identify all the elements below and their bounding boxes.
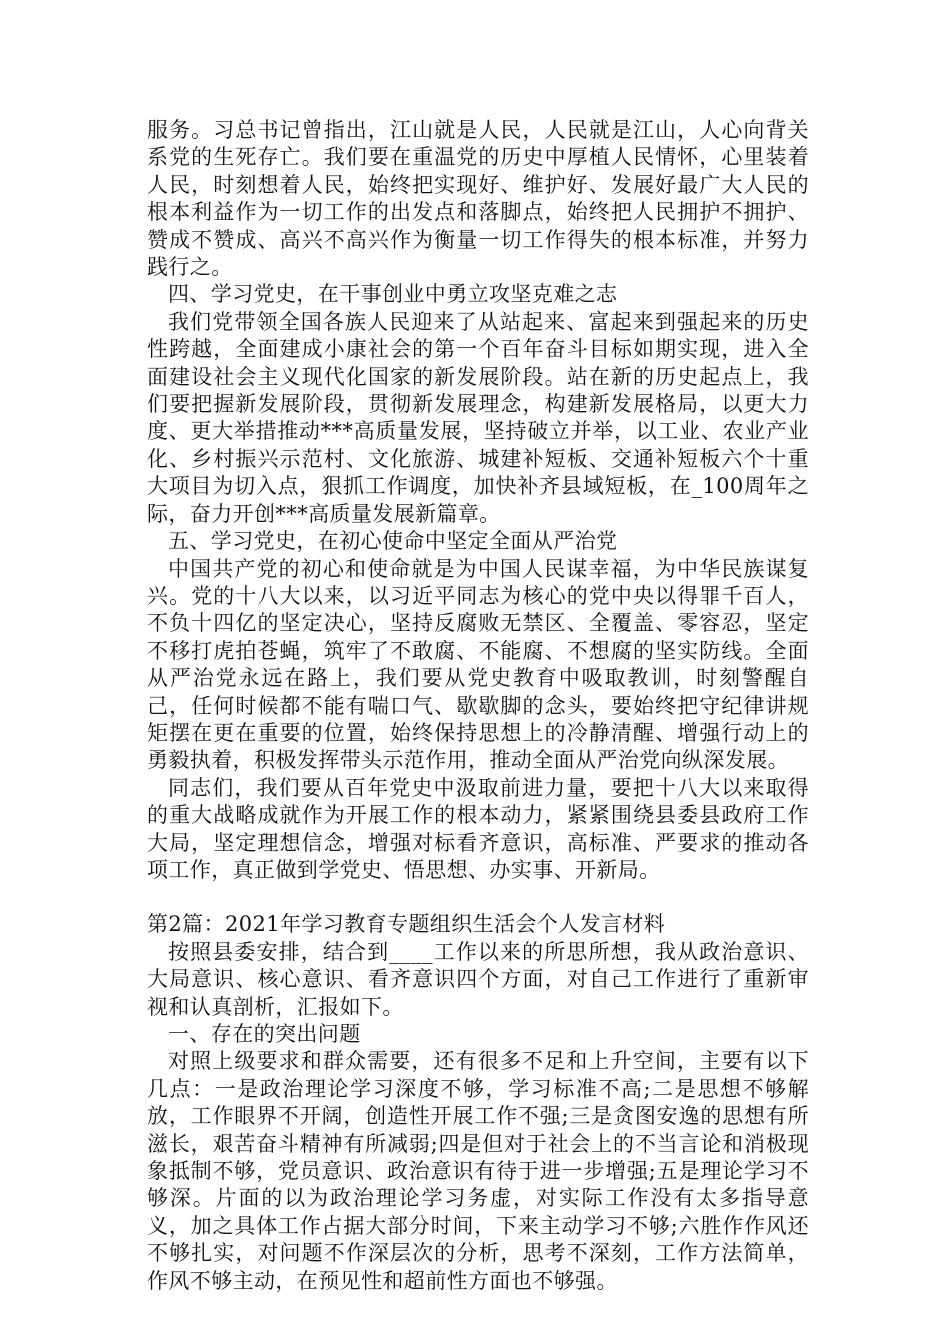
paragraph-intro: 按照县委安排，结合到____工作以来的所思所想，我从政治意识、大局意识、核心意识、看齐意识四个方面，对自己工作进行了重新审视和认真剖析，汇报如下。 — [147, 939, 809, 1019]
paragraph-issues: 对照上级要求和群众需要，还有很多不足和上升空间，主要有以下几点：一是政治理论学习深度不够，学习标准不高;二是思想不够解放，工作眼界不开阔，创造性开展工作不强;三是贪图安逸的思想有所滋长，艰苦奋斗精神有所减弱;四是但对于社会上的不当言论和消极现象抵制不够，党员意识、政治意识有待于进一步增强;五是理论学习不够深。片面的以为政治理论学习务虚，对实际工作没有太多指导意义，加之具体工作占据大部分时间，下来主动学习不够;六胜作作风还不够扎实，对问题不作深层次的分析，思考不深刻，工作方法简单，作风不够主动，在预见性和超前性方面也不够强。 — [147, 1049, 809, 1293]
section-heading-issues: 一、存在的突出问题 — [168, 1022, 361, 1046]
paragraph-section-5: 中国共产党的初心和使命就是为中国人民谋幸福，为中华民族谋复兴。党的十八大以来，以习近平同志为核心的党中央以得罪千百人，不负十四亿的坚定决心，坚持反腐败无禁区、全覆盖、零容忍，坚定不移打虎拍苍蝇，筑牢了不敢腐、不能腐、不想腐的坚实防线。全面从严治党永远在路上，我们要从党史教育中吸取教训，时刻警醒自己，任何时候都不能有喘口气、歇歇脚的念头，要始终把守纪律讲规矩摆在更在重要的位置，始终保持思想上的冷静清醒、增强行动上的勇毅执着，积极发挥带头示范作用，推动全面从严治党向纵深发展。 — [147, 556, 809, 773]
document-body — [147, 117, 809, 1295]
paragraph-continuation: 服务。习总书记曾指出，江山就是人民，人民就是江山，人心向背关系党的生死存亡。我们要在重温党的历史中厚植人民情怀，心里装着人民，时刻想着人民，始终把实现好、维护好、发展好最广大人民的根本利益作为一切工作的出发点和落脚点，始终把人民拥护不拥护、赞成不赞成、高兴不高兴作为衡量一切工作得失的根本标准，并努力践行之。 — [147, 118, 809, 280]
section-heading-4: 四、学习党史，在干事创业中勇立攻坚克难之志 — [168, 282, 618, 307]
paragraph-section-4: 我们党带领全国各族人民迎来了从站起来、富起来到强起来的历史性跨越，全面建成小康社会的第一个百年奋斗目标如期实现，进入全面建设社会主义现代化国家的新发展阶段。站在新的历史起点上，我们要把握新发展阶段，贯彻新发展理念，构建新发展格局，以更大力度、更大举措推动***高质量发展，坚持破立并举，以工业、农业产业化、乡村振兴示范村、文化旅游、城建补短板、交通补短板六个十重大项目为切入点，狠抓工作调度，加快补齐县域短板，在_100周年之际，奋力开创***高质量发展新篇章。 — [147, 309, 809, 526]
paragraph-closing: 同志们，我们要从百年党史中汲取前进力量，要把十八大以来取得的重大战略成就作为开展工作的根本动力，紧紧围绕县委县政府工作大局，坚定理想信念，增强对标看齐意识，高标准、严要求的推动各项工作，真正做到学党史、悟思想、办实事、开新局。 — [147, 775, 809, 882]
section-heading-5: 五、学习党史，在初心使命中坚定全面从严治党 — [168, 529, 618, 554]
blank-line — [147, 884, 809, 911]
article-title: 第2篇：2021年学习教育专题组织生活会个人发言材料 — [147, 912, 666, 937]
